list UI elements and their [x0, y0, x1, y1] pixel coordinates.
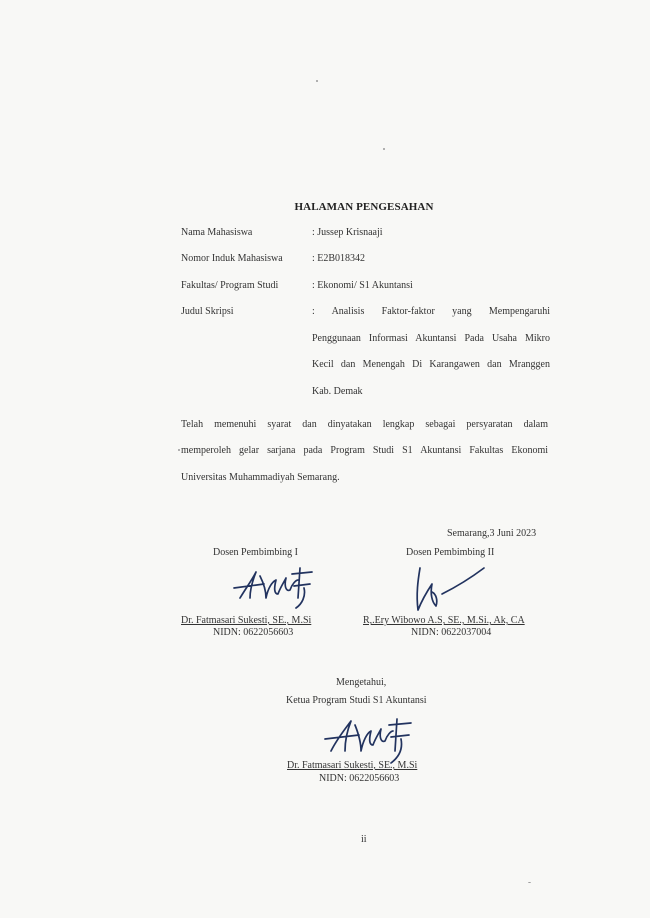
field-value-judul-line-3: Kecil dan Menengah Di Karangawen dan Mranggen — [312, 359, 550, 370]
paragraph-line-2: memperoleh gelar sarjana pada Program Studi S1 Akuntansi Fakultas Ekonomi — [181, 445, 548, 456]
field-label-nama: Nama Mahasiswa — [181, 227, 253, 238]
approval-heading: Mengetahui, — [336, 677, 387, 688]
supervisor-2-name: R,.Ery Wibowo A.S, SE., M.Si., Ak, CA — [363, 615, 525, 626]
field-label-judul: Judul Skripsi — [181, 306, 234, 317]
page-title: HALAMAN PENGESAHAN — [294, 201, 434, 213]
page-number: ii — [361, 834, 367, 845]
supervisor-1-role: Dosen Pembimbing I — [213, 547, 298, 558]
supervisor-2-signature — [398, 560, 498, 618]
field-value-nama: : Jussep Krisnaaji — [312, 227, 383, 238]
scan-speck — [528, 882, 531, 883]
approval-role: Ketua Program Studi S1 Akuntansi — [286, 695, 427, 706]
supervisor-1-name: Dr. Fatmasari Sukesti, SE., M.Si — [181, 615, 312, 626]
supervisor-2-role: Dosen Pembimbing II — [406, 547, 495, 558]
paragraph-line-3: Universitas Muhammadiyah Semarang. — [181, 472, 340, 483]
paragraph-line-1: Telah memenuhi syarat dan dinyatakan lengkap sebagai persyaratan dalam — [181, 419, 548, 430]
approval-name: Dr. Fatmasari Sukesti, SE., M.Si — [287, 760, 418, 771]
field-value-fakultas: : Ekonomi/ S1 Akuntansi — [312, 280, 413, 291]
supervisor-2-nidn: NIDN: 0622037004 — [411, 627, 492, 638]
field-value-judul-line-2: Penggunaan Informasi Akuntansi Pada Usaha Mikro — [312, 333, 550, 344]
supervisor-1-signature — [220, 558, 330, 616]
field-label-fakultas: Fakultas/ Program Studi — [181, 280, 279, 291]
field-label-nim: Nomor Induk Mahasiswa — [181, 253, 283, 264]
scan-speck — [383, 148, 385, 150]
approval-nidn: NIDN: 0622056603 — [319, 773, 400, 784]
supervisor-1-nidn: NIDN: 0622056603 — [213, 627, 294, 638]
place-date: Semarang,3 Juni 2023 — [447, 528, 537, 539]
scan-speck — [178, 449, 180, 451]
scan-speck — [316, 80, 318, 82]
field-value-judul-line-4: Kab. Demak — [312, 386, 363, 397]
field-value-nim: : E2B018342 — [312, 253, 366, 264]
field-value-judul-line-1: : Analisis Faktor-faktor yang Mempengaruhi — [312, 306, 550, 317]
